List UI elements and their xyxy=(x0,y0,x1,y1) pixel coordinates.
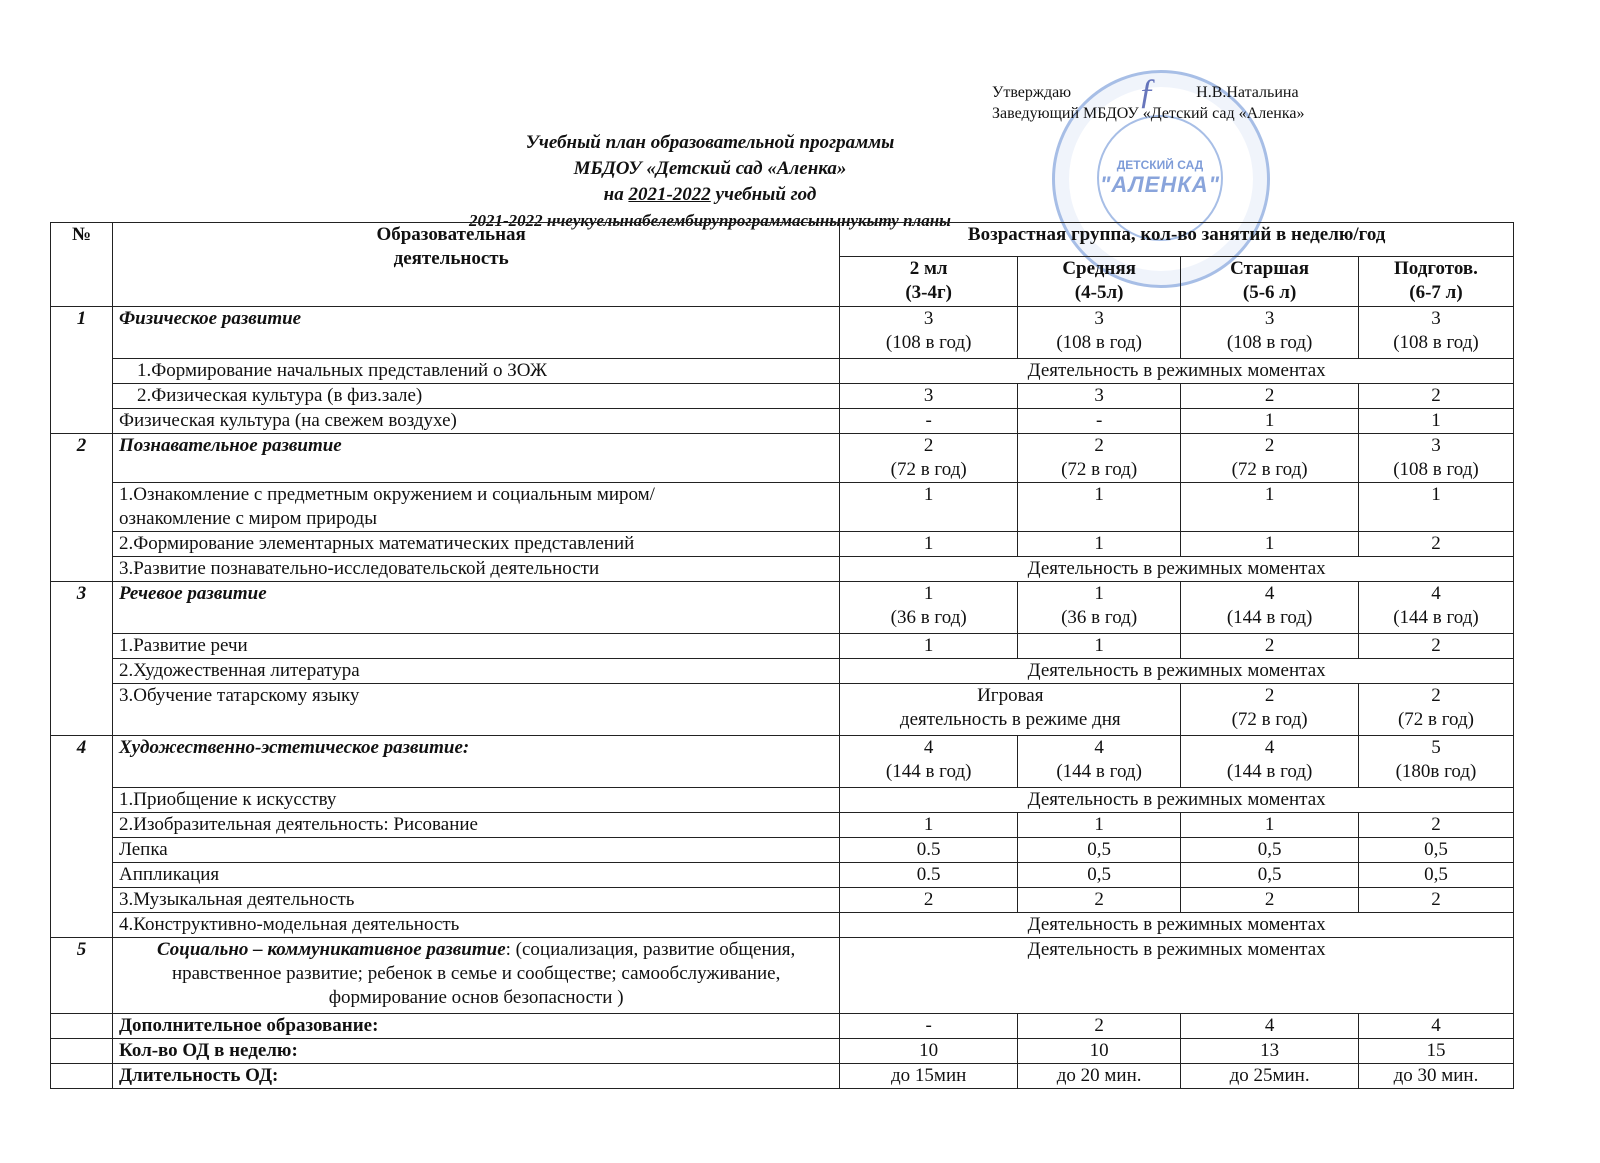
row-value: - xyxy=(1018,409,1181,434)
header-activity: Образовательная деятельность xyxy=(112,223,839,307)
row-label: 2.Изобразительная деятельность: Рисование xyxy=(112,813,839,838)
section-name: Физическое развитие xyxy=(112,307,839,359)
approve-label: Утверждаю xyxy=(992,84,1072,101)
row-value: 2 xyxy=(1018,888,1181,913)
col-header-middle: Средняя (4-5л) xyxy=(1018,257,1181,307)
row-value: 1 xyxy=(840,483,1018,532)
header-num: № xyxy=(51,223,113,307)
row-value: 1 xyxy=(1181,483,1359,532)
section-value: 5 (180в год) xyxy=(1358,736,1513,788)
section-name: Художественно-эстетическое развитие: xyxy=(112,736,839,788)
row-value: 2 xyxy=(1358,532,1513,557)
row-value: 2 xyxy=(1358,384,1513,409)
row-label: 2.Физическая культура (в физ.зале) xyxy=(112,384,839,409)
row-value: 2 (72 в год) xyxy=(1358,684,1513,736)
section-value: 2 (72 в год) xyxy=(1181,434,1359,483)
row-value: 1 xyxy=(840,813,1018,838)
row-value: 0,5 xyxy=(1018,863,1181,888)
row-value: 0,5 xyxy=(1358,863,1513,888)
title-line-2: МБДОУ «Детский сад «Аленка» xyxy=(573,158,847,179)
duration-label: Длительность ОД: xyxy=(112,1064,839,1089)
extra-education-label: Дополнительное образование: xyxy=(112,1014,839,1039)
row-value: 2 xyxy=(1358,813,1513,838)
document-title xyxy=(420,130,1000,234)
row-value: 2 xyxy=(1181,384,1359,409)
row-value: 13 xyxy=(1181,1039,1359,1064)
weekly-count-label: Кол-во ОД в неделю: xyxy=(112,1039,839,1064)
col-header-senior: Старшая (5-6 л) xyxy=(1181,257,1359,307)
row-label: 3.Музыкальная деятельность xyxy=(112,888,839,913)
section-num: 3 xyxy=(51,582,113,736)
row-value: - xyxy=(840,1014,1018,1039)
section-num: 1 xyxy=(51,307,113,434)
row-label: 1.Формирование начальных представлений о ЗОЖ xyxy=(112,359,839,384)
row-value: 1 xyxy=(1358,483,1513,532)
row-value: 4 xyxy=(1181,1014,1359,1039)
row-value: 2 xyxy=(1181,888,1359,913)
section-value: 2 (72 в год) xyxy=(1018,434,1181,483)
row-value: 10 xyxy=(840,1039,1018,1064)
row-value: 0.5 xyxy=(840,863,1018,888)
section-value: 4 (144 в год) xyxy=(1358,582,1513,634)
row-value: 2 xyxy=(840,888,1018,913)
row-value: 1 xyxy=(1181,532,1359,557)
row-value: 1 xyxy=(1018,532,1181,557)
regime-cell: Деятельность в режимных моментах xyxy=(840,938,1514,1014)
row-value: до 30 мин. xyxy=(1358,1064,1513,1089)
header-age-group: Возрастная группа, кол-во занятий в неделю/год xyxy=(840,223,1514,257)
row-label: Физическая культура (на свежем воздухе) xyxy=(112,409,839,434)
row-value: 1 xyxy=(1181,409,1359,434)
row-value: 1 xyxy=(1018,483,1181,532)
row-value: 1 xyxy=(840,532,1018,557)
section-value: 4 (144 в год) xyxy=(840,736,1018,788)
row-value: 1 xyxy=(1358,409,1513,434)
row-label: 1.Ознакомление с предметным окружением и социальным миром/ознакомление с миром природы xyxy=(112,483,839,532)
row-value: 3 xyxy=(1018,384,1181,409)
section-num: 4 xyxy=(51,736,113,938)
regime-cell: Деятельность в режимных моментах xyxy=(840,913,1514,938)
row-value: 2 xyxy=(1358,634,1513,659)
title-year: 2021-2022 xyxy=(628,184,711,205)
row-value: 0,5 xyxy=(1018,838,1181,863)
row-value: 0,5 xyxy=(1181,838,1359,863)
row-value: 2 xyxy=(1181,634,1359,659)
regime-cell: Деятельность в режимных моментах xyxy=(840,359,1514,384)
section-value: 4 (144 в год) xyxy=(1181,582,1359,634)
regime-cell: Деятельность в режимных моментах xyxy=(840,788,1514,813)
section-name: Социально – коммуникативное развитие: (социализация, развитие общения, нравственное развитие; ребенок в семье и сообществе; самообслуживание, формирование основ безопасности ) xyxy=(112,938,839,1014)
curriculum-table xyxy=(50,222,1514,1089)
col-header-preparatory: Подготов. (6-7 л) xyxy=(1358,257,1513,307)
signature: ƒ xyxy=(1138,71,1156,111)
approver-name: Н.В.Натальина xyxy=(1196,84,1299,101)
row-value: 3 xyxy=(840,384,1018,409)
approval-block xyxy=(992,82,1304,124)
section-num: 2 xyxy=(51,434,113,582)
stamp-text-top: ДЕТСКИЙ САД xyxy=(1116,158,1204,172)
section-value: 3 (108 в год) xyxy=(840,307,1018,359)
row-label: 4.Конструктивно-модельная деятельность xyxy=(112,913,839,938)
regime-cell: Деятельность в режимных моментах xyxy=(840,659,1514,684)
section-value: 2 (72 в год) xyxy=(840,434,1018,483)
row-value: 1 xyxy=(1181,813,1359,838)
row-value: 0,5 xyxy=(1181,863,1359,888)
row-value: 0,5 xyxy=(1358,838,1513,863)
row-value: 10 xyxy=(1018,1039,1181,1064)
section-value: 3 (108 в год) xyxy=(1358,307,1513,359)
row-label: 2.Формирование элементарных математических представлений xyxy=(112,532,839,557)
row-value: 2 (72 в год) xyxy=(1181,684,1359,736)
row-value: - xyxy=(840,409,1018,434)
section-value: 1 (36 в год) xyxy=(840,582,1018,634)
section-name: Познавательное развитие xyxy=(112,434,839,483)
row-label: 1.Развитие речи xyxy=(112,634,839,659)
row-label: Лепка xyxy=(112,838,839,863)
row-value: до 20 мин. xyxy=(1018,1064,1181,1089)
title-line-1: Учебный план образовательной программы xyxy=(525,132,895,153)
section-value: 3 (108 в год) xyxy=(1018,307,1181,359)
section-num: 5 xyxy=(51,938,113,1014)
regime-cell: Деятельность в режимных моментах xyxy=(840,557,1514,582)
row-value: 1 xyxy=(1018,813,1181,838)
stamp-text-name: "АЛЕНКА" xyxy=(1099,172,1221,197)
row-value: 0.5 xyxy=(840,838,1018,863)
section-name: Речевое развитие xyxy=(112,582,839,634)
section-value: 3 (108 в год) xyxy=(1358,434,1513,483)
title-line-4: 2021-2022 нчеукуелынабелембирупрограммасынынукыту планы xyxy=(469,211,951,230)
row-value: 1 xyxy=(840,634,1018,659)
row-label: 2.Художественная литература xyxy=(112,659,839,684)
row-value: 2 xyxy=(1018,1014,1181,1039)
row-label: Аппликация xyxy=(112,863,839,888)
row-label: 3.Обучение татарскому языку xyxy=(112,684,839,736)
row-value: 2 xyxy=(1358,888,1513,913)
merged-value: Игровая деятельность в режиме дня xyxy=(840,684,1181,736)
row-label: 1.Приобщение к искусству xyxy=(112,788,839,813)
row-value: до 15мин xyxy=(840,1064,1018,1089)
col-header-junior: 2 мл (3-4г) xyxy=(840,257,1018,307)
section-value: 1 (36 в год) xyxy=(1018,582,1181,634)
approver-position: Заведующий МБДОУ «Детский сад «Аленка» xyxy=(992,105,1305,122)
section-value: 4 (144 в год) xyxy=(1018,736,1181,788)
row-value: 15 xyxy=(1358,1039,1513,1064)
row-value: 4 xyxy=(1358,1014,1513,1039)
row-label: 3.Развитие познавательно-исследовательской деятельности xyxy=(112,557,839,582)
row-value: до 25мин. xyxy=(1181,1064,1359,1089)
row-value: 1 xyxy=(1018,634,1181,659)
section-value: 3 (108 в год) xyxy=(1181,307,1359,359)
section-value: 4 (144 в год) xyxy=(1181,736,1359,788)
title-line-3: на 2021-2022 учебный год xyxy=(603,184,817,205)
